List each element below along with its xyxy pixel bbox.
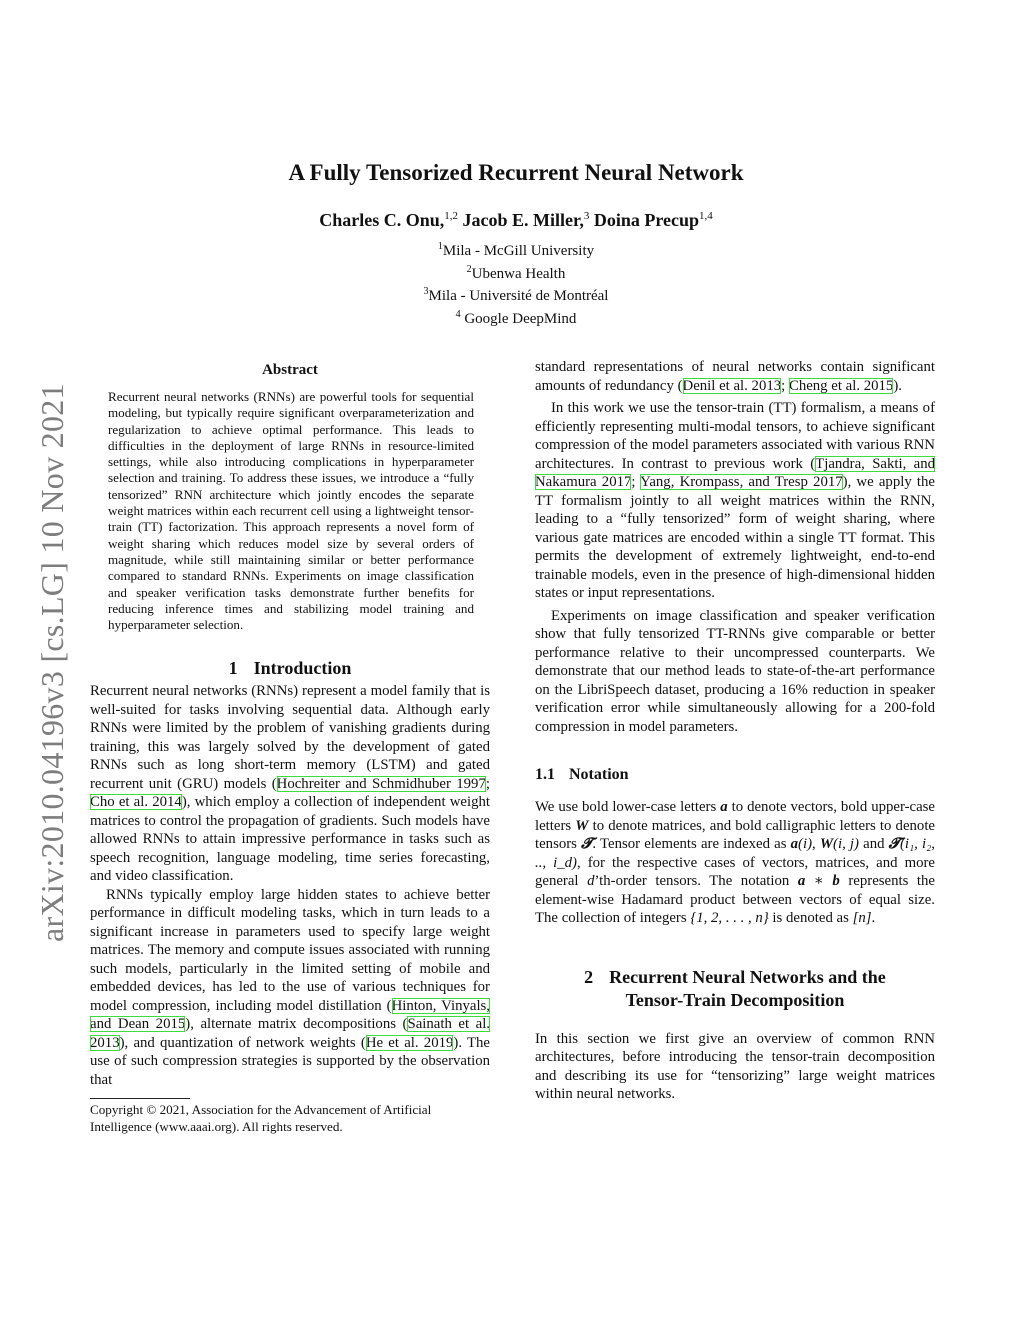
section-title-line-2: Tensor-Train Decomposition	[625, 989, 845, 1010]
section-number: 2	[584, 966, 594, 987]
math-symbol: 𝓣	[888, 836, 900, 852]
intro-paragraph-4	[535, 399, 935, 603]
math-expression: {1, 2, . . . , n}	[690, 910, 769, 926]
affiliation-line	[0, 306, 1024, 329]
paragraph-text: In this work we use the tensor-train (TT) formalism, a means of efficiently representing multi-modal tensors, to achieve significant compression of the model parameters associated with various RNN architectures. In contrast to previous work (	[535, 400, 935, 472]
math-symbol: a	[797, 873, 806, 889]
math-symbol: 𝓣	[581, 836, 593, 852]
math-symbol: b	[832, 873, 840, 889]
math-symbol: W	[575, 817, 589, 834]
citation-link[interactable]: Hinton, Vinyals, and Dean 2015	[90, 997, 491, 1033]
citation-link[interactable]: Cho et al. 2014	[90, 794, 182, 811]
paragraph-text: to denote matrices, and bold calligraphic letters to denote tensors	[535, 817, 935, 852]
math-symbol: a	[790, 836, 799, 852]
affiliation-line	[0, 261, 1024, 284]
intro-paragraph-5: Experiments on image classification and speaker verification show that fully tensorized TT-RNNs give comparable or better performance relative to their uncompressed counterparts. We demonstrate that our method leads to state-of-the-art performance on the LibriSpeech dataset, producing a 16% reduction in speaker verification error while simultaneously allowing for a 200-fold compression in model parameters.	[535, 607, 935, 735]
notation-paragraph	[535, 798, 935, 928]
paper-title: A Fully Tensorized Recurrent Neural Network	[288, 160, 744, 185]
citation-separator: ;	[781, 377, 789, 394]
paragraph-text: ), and quantization of network weights (	[119, 1034, 366, 1051]
subsection-number: 1.1	[535, 766, 555, 783]
author-affiliation-index: 1,2	[444, 210, 458, 222]
abstract-text: Recurrent neural networks (RNNs) are powerful tools for sequential modeling, but typically require significant overparameterization and regularization to achieve optimal performance. This leads to difficulties in the deployment of large RNNs in resource-limited settings, while also introducing complications in hyperparameter selection and training. To address these issues, we introduce a “fully tensorized” RNN architecture which jointly encodes the separate weight matrices within each recurrent cell using a lightweight tensor-train (TT) factorization. This approach represents a novel form of weight sharing which reduces model size by several orders of magnitude, while still maintaining similar or better performance compared to standard RNNs. Experiments on image classification and speaker verification tasks demonstrate further benefits for reducing inference times and stabilizing model training and hyperparameter selection.	[108, 389, 474, 633]
author-name: Jacob E. Miller,	[462, 210, 584, 230]
math-operator: ∗	[805, 873, 833, 889]
paragraph-text: ’th-order tensors. The notation	[594, 873, 798, 889]
intro-paragraph-1	[90, 682, 490, 886]
affiliation-name: Mila - McGill University	[442, 243, 595, 259]
paragraph-text: ).	[893, 377, 902, 394]
citation-link[interactable]: Hochreiter and Schmidhuber 1997	[276, 775, 486, 792]
math-symbol: a	[720, 799, 728, 815]
abstract-heading: Abstract	[262, 362, 318, 378]
right-column	[535, 358, 935, 1104]
math-expression: (i, j)	[833, 836, 859, 852]
paragraph-text: is denoted as	[768, 910, 853, 926]
paragraph-text: We use bold lower-case letters	[535, 799, 721, 815]
affiliation-list	[0, 238, 1024, 328]
citation-link[interactable]: Yang, Krompass, and Tresp 2017	[640, 474, 843, 490]
paragraph-text: . Tensor elements are indexed as	[592, 836, 791, 852]
paragraph-text: ), alternate matrix decompositions (	[185, 1016, 408, 1033]
intro-paragraph-2	[90, 886, 490, 1090]
affiliation-line	[0, 238, 1024, 261]
subsection-heading-notation	[535, 766, 935, 784]
citation-link[interactable]: Cheng et al. 2015	[788, 377, 894, 394]
math-expression: [n]	[852, 910, 872, 926]
affiliation-name: Google DeepMind	[460, 310, 577, 327]
affiliation-index: 3	[423, 286, 429, 297]
citation-link[interactable]: Denil et al. 2013	[682, 377, 782, 394]
paragraph-text: .	[871, 910, 876, 926]
affiliation-line	[0, 283, 1024, 306]
paragraph-text: and	[858, 836, 889, 852]
subsection-title: Notation	[569, 766, 629, 783]
paragraph-text: represents the element-wise Hadamard product between vectors of equal size. The collection of integers	[535, 873, 935, 926]
paragraph-text: , for the respective cases of vectors, matrices, and more general	[535, 854, 935, 889]
section-number: 1	[228, 658, 238, 679]
affiliation-index: 4	[455, 308, 461, 320]
paragraph-text: ). The use of such compression strategies is supported by the observation that	[90, 1034, 490, 1088]
section2-paragraph: In this section we first give an overview of common RNN architectures, before introducing the tensor-train decomposition and describing its use for “tensorizing” large weight matrices within neural networks.	[535, 1030, 935, 1102]
section-heading-rnn-tt	[535, 966, 935, 1012]
paragraph-text: ,	[812, 836, 820, 852]
author-list	[0, 210, 1024, 231]
citation-separator: ;	[631, 474, 641, 490]
paragraph-text: ), which employ a collection of independent weight matrices to control the propagation of gradients. Such models have allowed RNNs to attain impressive performance in tasks such as speech recognition, language modeling, time series forecasting, and video classification.	[90, 794, 490, 885]
citation-separator: ;	[485, 775, 490, 792]
affiliation-name: Mila - Université de Montréal	[428, 288, 609, 304]
citation-link[interactable]: Sainath et al. 2013	[90, 1016, 491, 1051]
author-affiliation-index: 1,4	[699, 210, 713, 222]
arxiv-stamp	[32, 352, 72, 942]
footnote-divider	[90, 1098, 190, 1099]
paragraph-text: to denote vectors, bold upper-case letters	[535, 799, 935, 834]
author-affiliation-index: 3	[583, 210, 590, 222]
paragraph-text: Recurrent neural networks (RNNs) represent a model family that is well-suited for tasks involving sequential data. Although early RNNs were limited by the problem of vanishing gradients during training, this was largely solved by the development of gated RNNs such as long short-term memory (LSTM) and gated recurrent unit (GRU) models (	[90, 683, 490, 792]
math-symbol: W	[819, 836, 834, 852]
arxiv-identifier: arXiv:2010.04196v3 [cs.LG] 10 Nov 2021	[34, 383, 70, 942]
footnote-block	[90, 1098, 490, 1135]
section-title: Introduction	[253, 658, 352, 679]
citation-link[interactable]: He et al. 2019	[365, 1034, 454, 1051]
affiliation-name: Ubenwa Health	[471, 265, 566, 282]
citation-link[interactable]: Tjandra, Sakti, and Nakamura 2017	[535, 455, 935, 490]
math-symbol: d	[587, 873, 595, 889]
author-name: Charles C. Onu,	[319, 210, 445, 230]
left-column	[90, 362, 490, 1135]
section-title-line-1: Recurrent Neural Networks and the	[609, 966, 886, 987]
copyright-footnote: Copyright © 2021, Association for the Advancement of Artificial Intelligence (www.aaai.org). All rights reserved.	[90, 1102, 432, 1134]
math-expression: (i₁, i₂, .., i_d)	[535, 836, 935, 871]
section-heading-introduction	[90, 657, 490, 680]
paragraph-text: standard representations of neural networks contain significant amounts of redundancy (	[535, 359, 935, 394]
math-expression: (i)	[798, 836, 813, 852]
author-name: Doina Precup	[593, 210, 699, 230]
intro-paragraph-3	[535, 358, 935, 395]
affiliation-index: 2	[466, 263, 472, 275]
paragraph-text: RNNs typically employ large hidden states to achieve better performance in difficult modeling tasks, which in turn leads to a significant increase in parameters used to specify large weight matrices. The memory and compute issues associated with running such models, particularly in the limited setting of mobile and embedded devices, has led to the use of various techniques for model compression, including model distillation (	[90, 886, 490, 1014]
paragraph-text: ), we apply the TT formalism jointly to all weight matrices within the RNN, leading to a “fully tensorized” form of weight sharing, where various gate matrices are encoded within a single TT format. This permits the development of extremely lightweight, end-to-end trainable models, even in the presence of high-dimensional hidden states or input representations.	[535, 474, 935, 601]
affiliation-index: 1	[437, 241, 443, 252]
